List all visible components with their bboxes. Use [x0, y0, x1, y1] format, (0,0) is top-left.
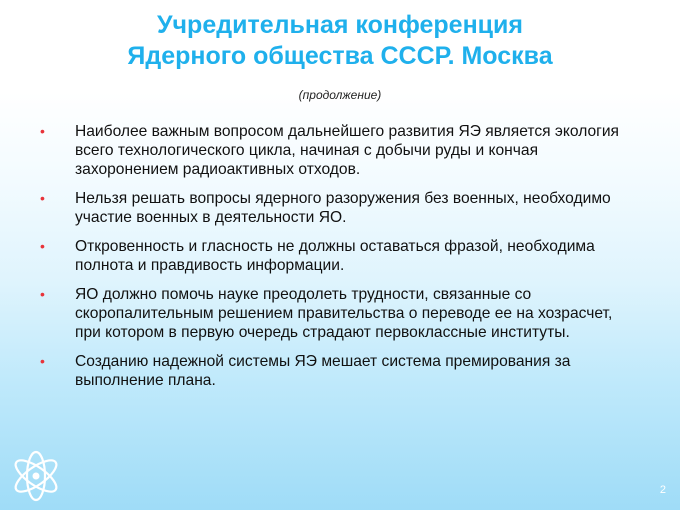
bullet-text: ЯО должно помочь науке преодолеть трудности, связанные со скоропалительным решением правительства о переводе ее на хозрасчет, при котором в первую очередь страдают первоклассные институты.	[75, 286, 613, 341]
bullet-item	[40, 352, 640, 390]
title-line-1: Учредительная конференция	[156, 11, 523, 39]
bullet-item	[40, 189, 640, 227]
slide-subtitle: (продолжение)	[298, 88, 382, 102]
bullet-dot-icon: •	[40, 286, 45, 302]
bullet-text: Созданию надежной системы ЯЭ мешает система премирования за выполнение плана.	[75, 353, 571, 389]
bullet-item	[40, 122, 640, 179]
bullet-dot-icon: •	[40, 353, 45, 369]
page-number: 2	[659, 484, 666, 496]
atom-logo-icon	[8, 448, 64, 504]
title-line-2: Ядерного общества СССР. Москва	[127, 42, 553, 70]
bullet-text: Нельзя решать вопросы ядерного разоружения без военных, необходимо участие военных в деятельности ЯО.	[75, 190, 611, 226]
bullet-dot-icon: •	[40, 238, 45, 254]
bullet-list	[40, 122, 640, 400]
bullet-item	[40, 285, 640, 342]
bullet-text: Наиболее важным вопросом дальнейшего развития ЯЭ является экология всего технологического цикла, начиная с добычи руды и кончая захоронением радиоактивных отходов.	[75, 123, 619, 178]
bullet-text: Откровенность и гласность не должны оставаться фразой, необходима полнота и правдивость информации.	[75, 238, 595, 274]
bullet-dot-icon: •	[40, 190, 45, 206]
bullet-dot-icon: •	[40, 123, 45, 139]
bullet-item	[40, 237, 640, 275]
slide-title	[0, 10, 680, 72]
